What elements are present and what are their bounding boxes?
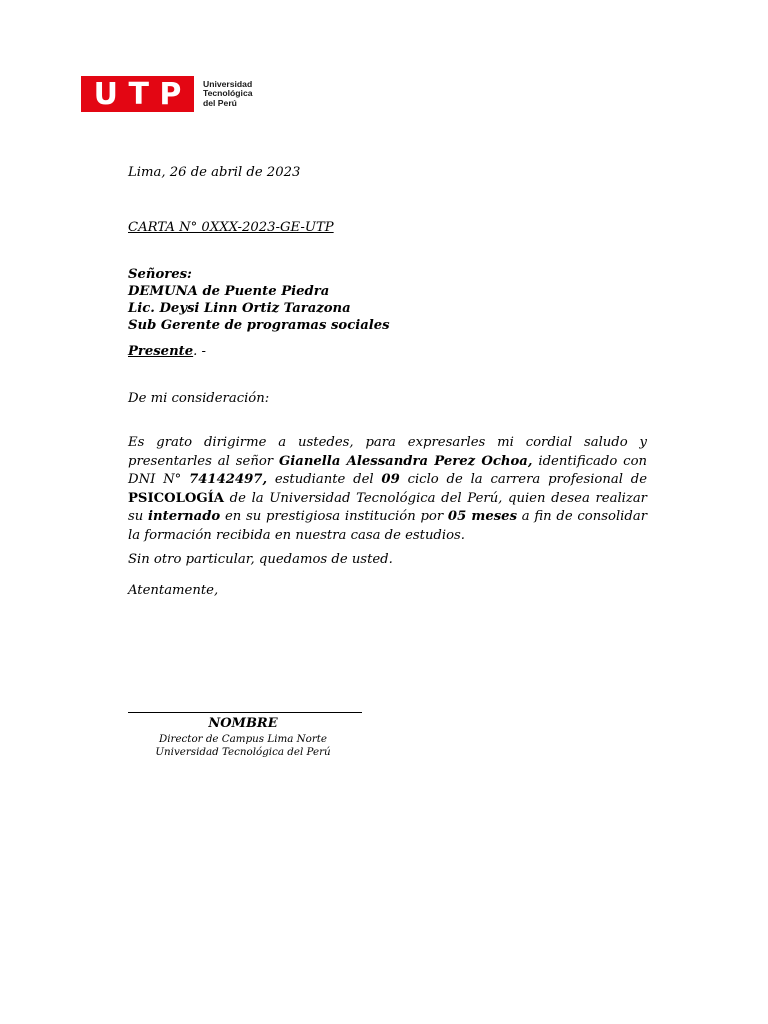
body-text-3: estudiante del bbox=[267, 472, 382, 488]
presente-line bbox=[128, 344, 206, 359]
signature-role: Director de Campus Lima Norte bbox=[158, 733, 328, 745]
letter-body bbox=[128, 434, 647, 546]
letter-reference: CARTA N° 0XXX-2023-GE-UTP bbox=[128, 220, 334, 235]
addressee-position: Sub Gerente de programas sociales bbox=[128, 318, 390, 333]
letter-date: Lima, 26 de abril de 2023 bbox=[128, 165, 301, 180]
closing-line: Sin otro particular, quedamos de usted. bbox=[128, 552, 393, 567]
student-name: Gianella Alessandra Perez Ochoa, bbox=[279, 453, 533, 469]
body-text-1: Es grato dirigirme a ustedes, para expresarles mi cordial saludo y presentarles al señor bbox=[128, 435, 647, 469]
student-dni: 74142497, bbox=[189, 472, 268, 488]
internship-word: internado bbox=[148, 509, 221, 525]
signature-institution: Universidad Tecnológica del Perú bbox=[155, 746, 331, 758]
addressee-block bbox=[128, 266, 390, 334]
greeting: De mi consideración: bbox=[128, 391, 270, 406]
presente-suffix: . - bbox=[193, 344, 206, 359]
body-text-4: ciclo de la carrera profesional de bbox=[399, 472, 647, 488]
utp-logo bbox=[81, 76, 253, 112]
utp-logo-mark: U T P bbox=[81, 76, 194, 112]
logo-line-3: del Perú bbox=[203, 97, 237, 108]
body-text-2: identificado con DNI N° bbox=[128, 453, 647, 488]
logo-line-1: Universidad bbox=[203, 78, 253, 89]
addressee-salutation: Señores: bbox=[128, 267, 192, 282]
student-career: PSICOLOGÍA bbox=[128, 490, 225, 506]
internship-duration: 05 meses bbox=[447, 509, 517, 525]
regards-line: Atentamente, bbox=[128, 583, 219, 598]
utp-logo-wordmark bbox=[203, 80, 253, 109]
body-text-6: en su prestigiosa institución por bbox=[220, 509, 448, 525]
signature-line bbox=[128, 712, 362, 713]
logo-line-2: Tecnológica bbox=[203, 88, 253, 99]
addressee-organization: DEMUNA de Puente Piedra bbox=[128, 284, 330, 299]
body-text-5: de la Universidad Tecnológica del Perú, quien desea realizar su bbox=[128, 490, 647, 525]
presente-word: Presente bbox=[128, 344, 194, 359]
body-text-7: a fin de consolidar la formación recibida en nuestra casa de estudios. bbox=[128, 509, 647, 543]
signature-name: NOMBRE bbox=[208, 716, 278, 731]
student-cycle: 09 bbox=[381, 472, 400, 488]
addressee-person: Lic. Deysi Linn Ortiz Tarazona bbox=[128, 301, 351, 316]
